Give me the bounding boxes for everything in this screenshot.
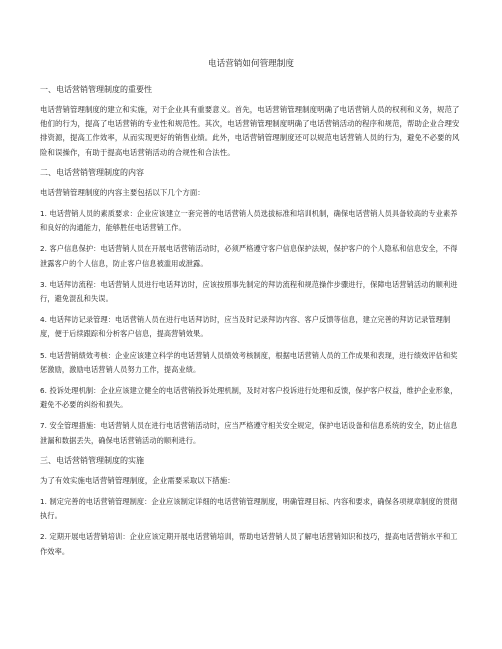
section-1-heading: 一、电话营销管理制度的重要性 [40, 85, 152, 94]
section-2-item-4: 4. 电话拜访记录管理：电话营销人员在进行电话拜访时，应当及时记录拜访内容、客户反馈等信息，建立完善的拜访记录管理制度，便于后续跟踪和分析客户信息，提高营销效果。 [40, 315, 451, 339]
section-2-item-5: 5. 电话营销绩效考核：企业应该建立科学的电话营销人员绩效考核制度，根据电话营销人员的工作成果和表现，进行绩效评估和奖惩激励，激励电话营销人员努力工作，提高业绩。 [40, 350, 458, 374]
section-2-item-3: 3. 电话拜访流程：电话营销人员进行电话拜访时，应该按照事先制定的拜访流程和规范操作步骤进行，保障电话营销活动的顺利进行，避免混乱和失误。 [40, 279, 458, 304]
section-3-item-2: 2. 定期开展电话营销培训：企业应该定期开展电话营销培训，帮助电话营销人员了解电话营销知识和技巧，提高电话营销水平和工作效率。 [40, 532, 458, 556]
section-1-paragraph: 电话营销管理制度的建立和实施，对于企业具有重要意义。首先，电话营销管理制度明确了电话营销人员的权利和义务，规范了他们的行为，提高了电话营销的专业性和规范性。其次，电话营销管理制度明确了电话营销活动的程序和规范，帮助企业合理安排资源，提高工作效率，从而实现更好的销售业绩。此外，电话营销管理制度还可以规范电话营销人员的行为，避免不必要的风险和误操作，有助于提高电话营销活动的合规性和合法性。 [40, 105, 460, 157]
section-2-intro: 电话营销管理制度的内容主要包括以下几个方面： [40, 187, 205, 197]
section-2-item-2: 2. 客户信息保护：电话营销人员在开展电话营销活动时，必须严格遵守客户信息保护法规，保护客户的个人隐私和信息安全，不得泄露客户的个人信息，防止客户信息被滥用或泄露。 [40, 244, 458, 268]
section-2-item-1: 1. 电话营销人员的素质要求：企业应该建立一套完善的电话营销人员选拔标准和培训机制，确保电话营销人员具备较高的专业素养和良好的沟通能力，能够胜任电话营销工作。 [40, 209, 458, 233]
section-3-heading: 三、电话营销管理制度的实施 [40, 455, 144, 465]
section-3-intro: 为了有效实施电话营销管理制度，企业需要采取以下措施： [40, 475, 235, 485]
section-2-heading: 二、电话营销管理制度的内容 [40, 167, 144, 177]
section-2-item-7: 7. 安全管理措施：电话营销人员在进行电话营销活动时，应当严格遵守相关安全规定，保护电话设备和信息系统的安全，防止信息泄漏和数据丢失，确保电话营销活动的顺利进行。 [40, 421, 458, 445]
section-3-item-1: 1. 制定完善的电话营销管理制度：企业应该制定详细的电话营销管理制度，明确管理目标、内容和要求，确保各项规章制度的贯彻执行。 [40, 497, 458, 521]
section-2-item-6: 6. 投诉处理机制：企业应该建立健全的电话营销投诉处理机制，及时对客户投诉进行处理和反馈，保护客户权益，维护企业形象，避免不必要的纠纷和损失。 [40, 386, 458, 410]
document-title: 电话营销如何管理制度 [208, 59, 294, 69]
